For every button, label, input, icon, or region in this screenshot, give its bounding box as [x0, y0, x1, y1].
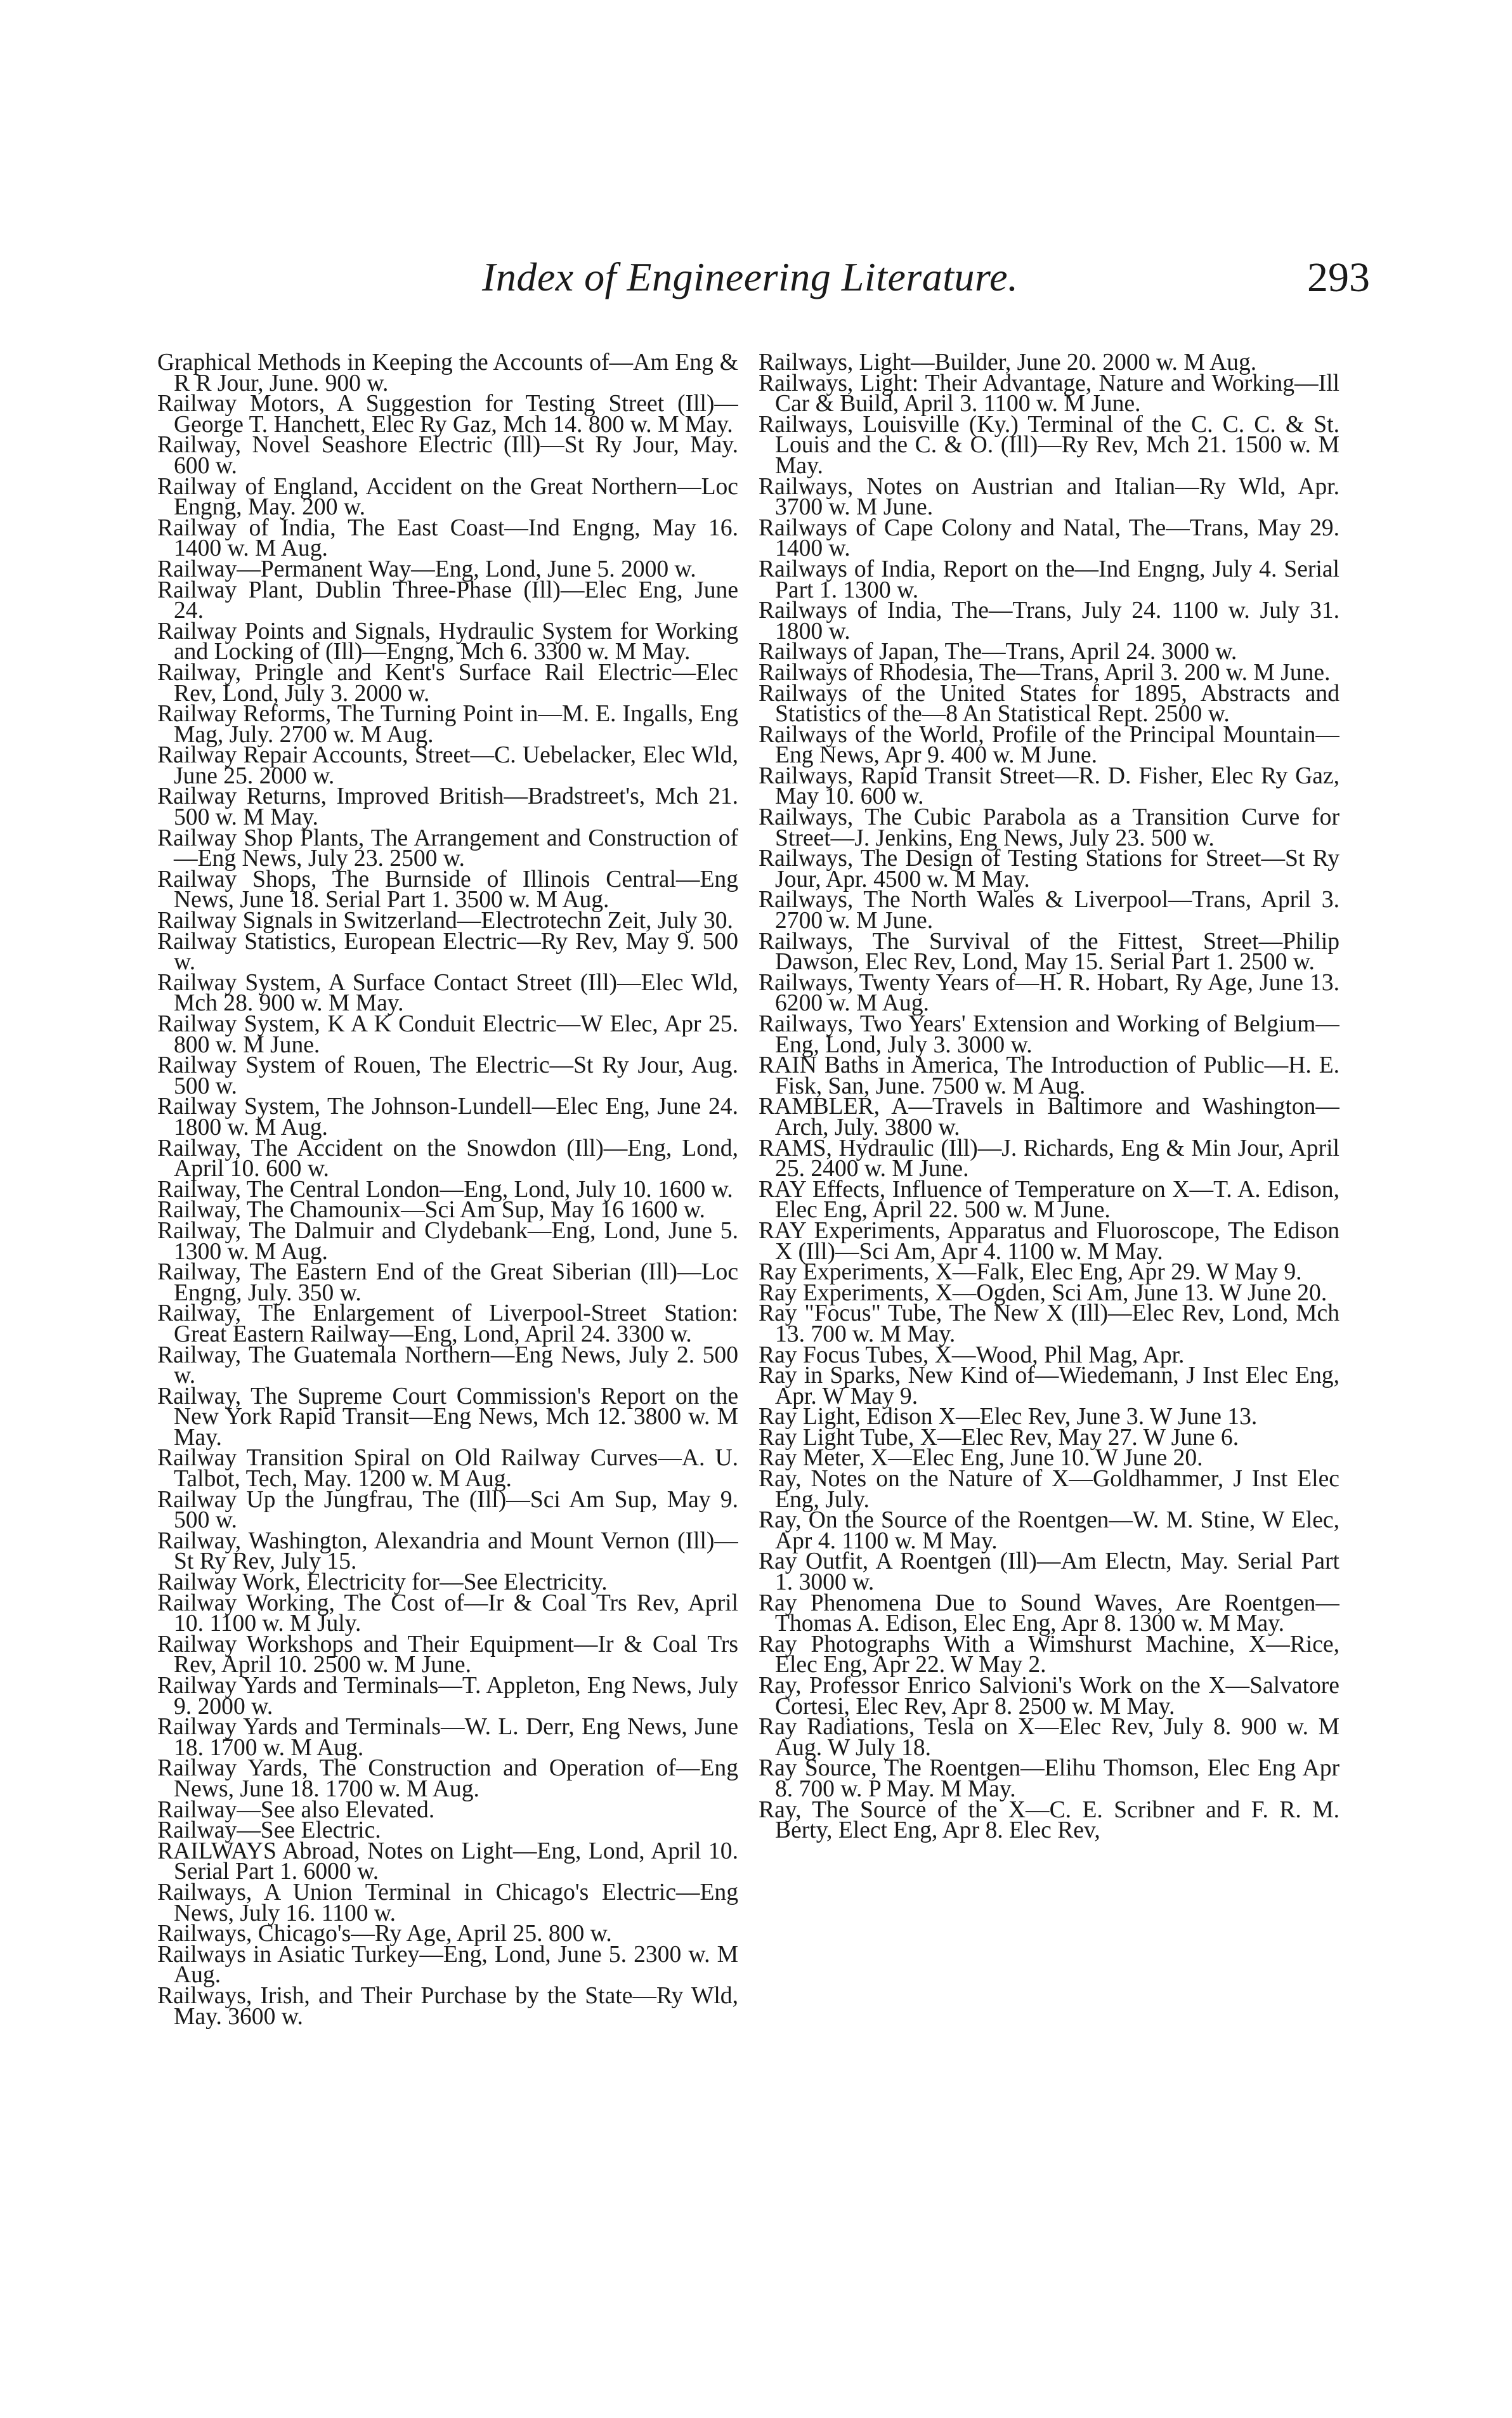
index-entry: Ray Photographs With a Wimshurst Machine, X—Rice, Elec Eng, Apr 22. W May 2.: [759, 1631, 1339, 1678]
index-entry: Railway—Permanent Way—Eng, Lond, June 5. 2000 w.: [157, 556, 696, 582]
index-entry: Graphical Methods in Keeping the Accounts of—Am Eng & R R Jour, June. 900 w.: [157, 353, 738, 396]
index-entry: Ray Light, Edison X—Elec Rev, June 3. W June 13.: [759, 1404, 1258, 1430]
index-entry: Railway, The Enlargement of Liverpool-Street Station: Great Eastern Railway—Eng, Lond, April 24. 3300 w.: [157, 1300, 738, 1347]
index-entry: Railways, Rapid Transit Street—R. D. Fisher, Elec Ry Gaz, May 10. 600 w.: [759, 762, 1339, 810]
index-entry: Ray Phenomena Due to Sound Waves, Are Roentgen—Thomas A. Edison, Elec Eng, Apr 8. 1300 w. M May.: [759, 1590, 1339, 1637]
index-entry: Railways of the World, Profile of the Principal Mountain—Eng News, Apr 9. 400 w. M June.: [759, 721, 1339, 769]
index-entry: Ray, Notes on the Nature of X—Goldhammer, J Inst Elec Eng, July.: [759, 1466, 1339, 1513]
index-entry: Railway, The Central London—Eng, Lond, July 10. 1600 w.: [157, 1176, 733, 1203]
index-entry: Railway Yards and Terminals—W. L. Derr, Eng News, June 18. 1700 w. M Aug.: [157, 1714, 738, 1761]
index-entry: Railway Returns, Improved British—Bradstreet's, Mch 21. 500 w. M May.: [157, 783, 738, 831]
index-entry: Railway Up the Jungfrau, The (Ill)—Sci Am Sup, May 9. 500 w.: [157, 1486, 738, 1534]
index-entry: Railway, Novel Seashore Electric (Ill)—St Ry Jour, May. 600 w.: [157, 432, 738, 479]
page-number: 293: [1307, 254, 1370, 301]
index-entry: Railway System of Rouen, The Electric—St Ry Jour, Aug. 500 w.: [157, 1052, 738, 1099]
index-entry: Railway, The Guatemala Northern—Eng News, July 2. 500 w.: [157, 1342, 738, 1389]
index-entry: Railway, The Supreme Court Commission's Report on the New York Rapid Transit—Eng News, Mch 12. 3800 w. M May.: [157, 1383, 738, 1451]
index-entry: Ray Experiments, X—Falk, Elec Eng, Apr 29. W May 9.: [759, 1259, 1302, 1286]
index-entry: Ray "Focus" Tube, The New X (Ill)—Elec Rev, Lond, Mch 13. 700 w. M May.: [759, 1300, 1339, 1347]
index-entry: Railway of England, Accident on the Great Northern—Loc Engng, May. 200 w.: [157, 473, 738, 521]
index-entry: Ray Source, The Roentgen—Elihu Thomson, Elec Eng Apr 8. 700 w. P May. M May.: [759, 1755, 1339, 1802]
index-entry: RAY Effects, Influence of Temperature on X—T. A. Edison, Elec Eng, April 22. 500 w. M June.: [759, 1176, 1339, 1224]
index-entry: Railway Workshops and Their Equipment—Ir & Coal Trs Rev, April 10. 2500 w. M June.: [157, 1631, 738, 1678]
index-entry: Ray Focus Tubes, X—Wood, Phil Mag, Apr.: [759, 1342, 1185, 1368]
index-entry: RAY Experiments, Apparatus and Fluoroscope, The Edison X (Ill)—Sci Am, Apr 4. 1100 w. M May.: [759, 1217, 1339, 1265]
index-entry: Ray, The Source of the X—C. E. Scribner and F. R. M. Berty, Elect Eng, Apr 8. Elec Rev,: [759, 1796, 1339, 1844]
index-entry: Ray Radiations, Tesla on X—Elec Rev, July 8. 900 w. M Aug. W July 18.: [759, 1714, 1339, 1761]
index-entry: Railway Working, The Cost of—Ir & Coal Trs Rev, April 10. 1100 w. M July.: [157, 1590, 738, 1637]
index-entry: Railways, Light—Builder, June 20. 2000 w. M Aug.: [759, 353, 1257, 376]
index-entry: Ray in Sparks, New Kind of—Wiedemann, J Inst Elec Eng, Apr. W May 9.: [759, 1363, 1339, 1409]
index-entry: Ray Outfit, A Roentgen (Ill)—Am Electn, May. Serial Part 1. 3000 w.: [759, 1548, 1339, 1596]
index-entry: RAMBLER, A—Travels in Baltimore and Washington—Arch, July. 3800 w.: [759, 1094, 1339, 1140]
index-entry: Ray Light Tube, X—Elec Rev, May 27. W June 6.: [759, 1424, 1239, 1451]
index-entry: Railway Plant, Dublin Three-Phase (Ill)—Elec Eng, June 24.: [157, 577, 738, 624]
index-entry: Railway, The Accident on the Snowdon (Ill)—Eng, Lond, April 10. 600 w.: [157, 1135, 738, 1182]
index-entry: Railways of the United States for 1895, Abstracts and Statistics of the—8 An Statistical Rept. 2500 w.: [759, 680, 1339, 728]
index-entry: Railways in Asiatic Turkey—Eng, Lond, June 5. 2300 w. M Aug.: [157, 1941, 738, 1989]
index-entry: Ray, On the Source of the Roentgen—W. M. Stine, W Elec, Apr 4. 1100 w. M May.: [759, 1507, 1339, 1554]
index-entry: Railways of Rhodesia, The—Trans, April 3. 200 w. M June.: [759, 659, 1331, 686]
page-header: [152, 254, 1370, 304]
index-entry: Railway, Washington, Alexandria and Mount Vernon (Ill)—St Ry Rev, July 15.: [157, 1527, 738, 1575]
index-entry: Railway System, K A K Conduit Electric—W Elec, Apr 25. 800 w. M June.: [157, 1011, 738, 1058]
index-entry: Railways, Notes on Austrian and Italian—Ry Wld, Apr. 3700 w. M June.: [759, 473, 1339, 521]
right-index-column: [759, 353, 1339, 2300]
index-entry: RAMS, Hydraulic (Ill)—J. Richards, Eng & Min Jour, April 25. 2400 w. M June.: [759, 1135, 1339, 1182]
index-entry: Railway Transition Spiral on Old Railway Curves—A. U. Talbot, Tech, May. 1200 w. M Aug.: [157, 1445, 738, 1493]
index-entry: Railway, Pringle and Kent's Surface Rail Electric—Elec Rev, Lond, July 3. 2000 w.: [157, 659, 738, 707]
index-entry: Railways, Louisville (Ky.) Terminal of the C. C. C. & St. Louis and the C. & O. (Ill)—Ry Rev, Mch 21. 1500 w. M May.: [759, 411, 1339, 479]
index-entry: Railway Motors, A Suggestion for Testing Street (Ill)—George T. Hanchett, Elec Ry Gaz, Mch 14. 800 w. M May.: [157, 391, 738, 438]
index-entry: Railway System, A Surface Contact Street (Ill)—Elec Wld, Mch 28. 900 w. M May.: [157, 969, 738, 1017]
index-entry: Ray Experiments, X—Ogden, Sci Am, June 13. W June 20.: [759, 1279, 1327, 1306]
index-entry: Railway Signals in Switzerland—Electrotechn Zeit, July 30.: [157, 908, 733, 934]
index-entry: Railways, The North Wales & Liverpool—Trans, April 3. 2700 w. M June.: [759, 887, 1339, 934]
index-entry: Railway Yards, The Construction and Operation of—Eng News, June 18. 1700 w. M Aug.: [157, 1755, 738, 1802]
index-entry: Railways of Japan, The—Trans, April 24. 3000 w.: [759, 639, 1237, 665]
index-entry: Railway, The Chamounix—Sci Am Sup, May 16 1600 w.: [157, 1197, 705, 1224]
index-entry: Railways, Irish, and Their Purchase by the State—Ry Wld, May. 3600 w.: [157, 1982, 738, 2030]
index-entry: Railways, The Design of Testing Stations for Street—St Ry Jour, Apr. 4500 w. M May.: [759, 846, 1339, 892]
index-entry: Railway Reforms, The Turning Point in—M. E. Ingalls, Eng Mag, July. 2700 w. M Aug.: [157, 701, 738, 748]
index-entry: Railway System, The Johnson-Lundell—Elec Eng, June 24. 1800 w. M Aug.: [157, 1094, 738, 1140]
index-entry: Railway Shops, The Burnside of Illinois Central—Eng News, June 18. Serial Part 1. 3500 w. M Aug.: [157, 866, 738, 913]
left-index-column: [157, 353, 738, 2300]
index-entry: RAILWAYS Abroad, Notes on Light—Eng, Lond, April 10. Serial Part 1. 6000 w.: [157, 1838, 738, 1885]
index-entry: Railways, Two Years' Extension and Working of Belgium—Eng, Lond, July 3. 3000 w.: [759, 1011, 1339, 1058]
index-entry: Railway Statistics, European Electric—Ry Rev, May 9. 500 w.: [157, 928, 738, 976]
index-entry: Railways of India, Report on the—Ind Engng, July 4. Serial Part 1. 1300 w.: [759, 556, 1339, 603]
index-entry: Railway Yards and Terminals—T. Appleton, Eng News, July 9. 2000 w.: [157, 1673, 738, 1720]
index-entry: Railway of India, The East Coast—Ind Engng, May 16. 1400 w. M Aug.: [157, 514, 738, 562]
index-entry: Railway Work, Electricity for—See Electricity.: [157, 1569, 608, 1596]
running-title: Index of Engineering Literature.: [482, 254, 1019, 299]
index-entry: Railways, The Cubic Parabola as a Transition Curve for Street—J. Jenkins, Eng News, July 23. 500 w.: [759, 804, 1339, 851]
index-entry: Railways of Cape Colony and Natal, The—Trans, May 29. 1400 w.: [759, 514, 1339, 562]
index-entry: Railway Shop Plants, The Arrangement and Construction of—Eng News, July 23. 2500 w.: [157, 825, 738, 872]
index-entry: Railways, Twenty Years of—H. R. Hobart, Ry Age, June 13. 6200 w. M Aug.: [759, 969, 1339, 1017]
index-entry: Railway—See Electric.: [157, 1817, 381, 1844]
index-entry: Railways, A Union Terminal in Chicago's Electric—Eng News, July 16. 1100 w.: [157, 1879, 738, 1926]
index-entry: Ray, Professor Enrico Salvioni's Work on the X—Salvatore Cortesi, Elec Rev, Apr 8. 2500 w. M May.: [759, 1673, 1339, 1720]
index-entry: Railways of India, The—Trans, July 24. 1100 w. July 31. 1800 w.: [759, 598, 1339, 644]
index-entry: Railways, Chicago's—Ry Age, April 25. 800 w.: [157, 1921, 612, 1947]
index-entry: Railways, The Survival of the Fittest, Street—Philip Dawson, Elec Rev, Lond, May 15. Serial Part 1. 2500 w.: [759, 928, 1339, 976]
index-entry: Railway, The Eastern End of the Great Siberian (Ill)—Loc Engng, July. 350 w.: [157, 1259, 738, 1306]
index-entry: RAIN Baths in America, The Introduction of Public—H. E. Fisk, San, June. 7500 w. M Aug.: [759, 1052, 1339, 1099]
index-entry: Railway—See also Elevated.: [157, 1796, 435, 1823]
index-entry: Railway Repair Accounts, Street—C. Uebelacker, Elec Wld, June 25. 2000 w.: [157, 742, 738, 789]
index-entry: Ray Meter, X—Elec Eng, June 10. W June 20.: [759, 1445, 1203, 1472]
index-entry: Railway Points and Signals, Hydraulic System for Working and Locking of (Ill)—Engng, Mch 6. 3300 w. M May.: [157, 618, 738, 665]
index-entry: Railway, The Dalmuir and Clydebank—Eng, Lond, June 5. 1300 w. M Aug.: [157, 1217, 738, 1265]
index-entry: Railways, Light: Their Advantage, Nature and Working—Ill Car & Build, April 3. 1100 w. M June.: [759, 370, 1339, 417]
